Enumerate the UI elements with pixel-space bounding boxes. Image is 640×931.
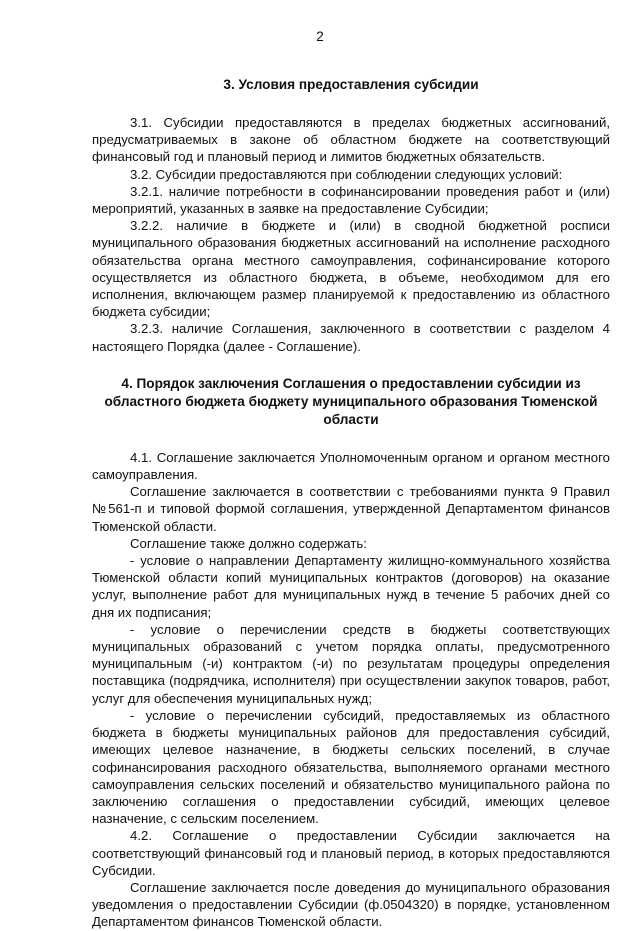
paragraph-3-2-1: 3.2.1. наличие потребности в софинансировании проведения работ и (или) мероприятий, указанных в заявке на предоставление Субсидии; [92,183,610,217]
section-3-title: 3. Условия предоставления субсидии [223,77,479,92]
document-body [92,76,610,931]
page-number: 2 [316,29,324,44]
section-4-title: 4. Порядок заключения Соглашения о предоставлении субсидии из областного бюджета бюджету муниципального образования Тюменской области [104,375,598,427]
list-item-funds-transfer: - условие о перечислении средств в бюджеты соответствующих муниципальных образований с учетом порядка оплаты, предусмотренного муниципальным (-и) контрактом (-и) по результатам процедуры определения поставщика (подрядчика, исполнителя) при осуществлении закупок товаров, работ, услуг для обеспечения муниципальных нужд; [92,621,610,706]
list-item-contracts-copies: - условие о направлении Департаменту жилищно-коммунального хозяйства Тюменской области копий муниципальных контрактов (договоров) на оказание услуг, выполнение работ для муниципальных нужд в течение 5 рабочих дней со дня их подписания; [92,553,610,620]
list-item-subsidy-transfer: - условие о перечислении субсидий, предоставляемых из областного бюджета в бюджеты муниципальных районов для предоставления субсидий, имеющих целевое назначение, в бюджеты сельских поселений, в случае софинансирования расходного обязательства, выполняемого органами местного самоуправления сельских поселений и обязательство муниципального района по заключению соглашения о предоставлении субсидий, имеющих целевое назначение, с сельским поселением. [92,707,610,827]
paragraph-4-1-requirements: Соглашение заключается в соответствии с требованиями пункта 9 Правил №561-п и типовой формой соглашения, утвержденной Департаментом финансов Тюменской области. [92,484,610,534]
paragraph-3-2: 3.2. Субсидии предоставляются при соблюдении следующих условий: [130,166,563,182]
paragraph-4-1: 4.1. Соглашение заключается Уполномоченным органом и органом местного самоуправления. [92,449,610,483]
paragraph-4-1-contents: Соглашение также должно содержать: [130,535,367,551]
paragraph-3-1: 3.1. Субсидии предоставляются в пределах бюджетных ассигнований, предусматриваемых в законе об областном бюджете на соответствующий финансовый год и плановый период и лимитов бюджетных обязательств. [92,115,610,165]
paragraph-4-2: 4.2. Соглашение о предоставлении Субсидии заключается на соответствующий финансовый год и плановый период, в которых предоставляются Субсидии. [92,828,610,878]
paragraph-3-2-2: 3.2.2. наличие в бюджете и (или) в сводной бюджетной росписи муниципального образования бюджетных ассигнований на исполнение расходного обязательства органа местного самоуправления, софинансирование которого осуществляется из областного бюджета, в объеме, необходимом для его исполнения, включающем размер планируемой к предоставлению из областного бюджета субсидии; [92,218,610,320]
paragraph-4-2-conclusion: Соглашение заключается после доведения до муниципального образования уведомления о предоставлении Субсидии (ф.0504320) в порядке, установленном Департаментом финансов Тюменской области. [92,879,610,930]
paragraph-3-2-3: 3.2.3. наличие Соглашения, заключенного в соответствии с разделом 4 настоящего Порядка (далее - Соглашение). [92,321,610,354]
